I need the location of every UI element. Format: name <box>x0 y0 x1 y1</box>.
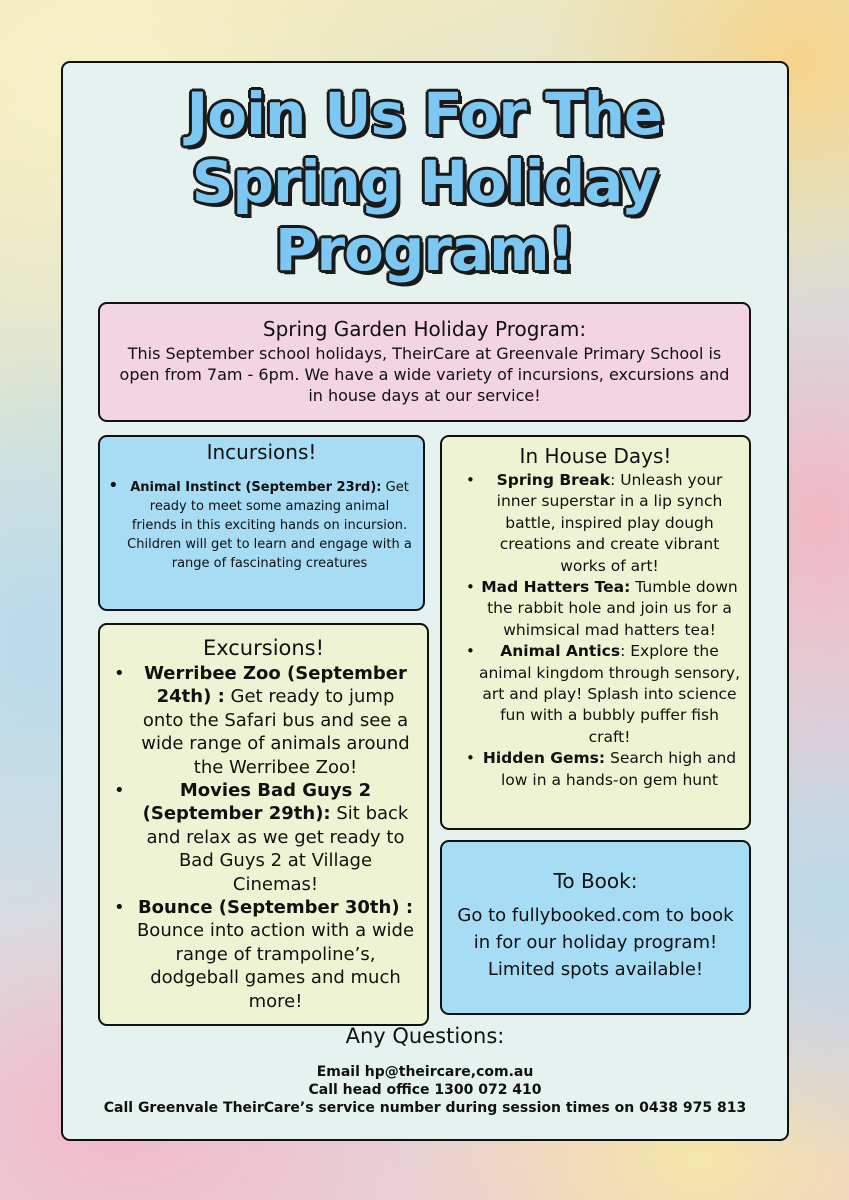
intro-text: This September school holidays, TheirCare at Greenvale Primary School is open from 7am - 6pm. We have a wide variety of incursions, excursions and in house days at our service! <box>119 344 730 405</box>
questions-section <box>61 1024 789 1117</box>
excursions-box <box>98 623 429 1026</box>
item-label: Animal Instinct (September 23rd): <box>130 480 382 495</box>
list-item <box>110 896 415 1013</box>
title-line: Program! <box>274 216 575 284</box>
title-line: Join Us For The <box>186 80 663 148</box>
list-item <box>452 470 741 577</box>
item-text: : Explore the animal kingdom through sensory, art and play! Splash into science fun with a bubbly puffer fish craft! <box>478 642 741 746</box>
list-item <box>108 478 413 573</box>
incursions-box <box>98 435 425 611</box>
incursions-list <box>108 478 413 573</box>
item-label: Animal Antics <box>500 642 621 661</box>
inhouse-heading: In House Days! <box>519 444 672 468</box>
item-text: Sit back and relax as we get ready to Bad Guys 2 at Village Cinemas! <box>146 803 409 895</box>
inhouse-list <box>452 470 741 791</box>
item-text: Tumble down the rabbit hole and join us for a whimsical mad hatters tea! <box>487 578 738 639</box>
booking-text: Go to fullybooked.com to book in for our holiday program! Limited spots available! <box>457 905 734 980</box>
contact-email: Email hp@theircare,com.au <box>316 1064 534 1080</box>
item-text: Search high and low in a hands-on gem hunt <box>501 749 737 789</box>
intro-heading: Spring Garden Holiday Program: <box>262 317 587 341</box>
booking-heading: To Book: <box>553 869 638 893</box>
item-label: Spring Break <box>496 471 611 489</box>
incursions-heading: Incursions! <box>206 440 317 464</box>
list-item <box>110 662 415 779</box>
item-label: Mad Hatters Tea: <box>481 578 631 597</box>
intro-box <box>98 302 751 422</box>
item-label: Hidden Gems: <box>482 749 606 768</box>
item-label: Werribee Zoo (September 24th) : <box>144 663 407 708</box>
booking-box <box>440 840 751 1015</box>
contact-phone: Call head office 1300 072 410 <box>308 1082 542 1098</box>
item-text: Get ready to jump onto the Safari bus and see a wide range of animals around the Werribee Zoo! <box>141 686 410 778</box>
contact-service-number: Call Greenvale TheirCare’s service number during session times on 0438 975 813 <box>103 1100 747 1116</box>
list-item <box>110 779 415 896</box>
list-item <box>452 577 741 641</box>
item-text: : Unleash your inner superstar in a lip synch battle, inspired play dough creations and create vibrant works of art! <box>496 471 723 575</box>
item-label: Movies Bad Guys 2 (September 29th): <box>142 780 372 825</box>
item-label: Bounce (September 30th) : <box>137 897 414 919</box>
flyer-title <box>0 80 849 284</box>
excursions-list <box>110 662 415 1013</box>
inhouse-box <box>440 435 751 830</box>
item-text: Bounce into action with a wide range of trampoline’s, dodgeball games and much more! <box>136 920 415 1012</box>
questions-heading: Any Questions: <box>345 1024 505 1048</box>
list-item <box>452 748 741 791</box>
list-item <box>452 641 741 748</box>
item-text: Get ready to meet some amazing animal friends in this exciting hands on incursion. Children will get to learn and engage with a range of fascinating creatures <box>127 480 412 571</box>
excursions-heading: Excursions! <box>202 636 325 660</box>
title-line: Spring Holiday <box>191 148 658 216</box>
